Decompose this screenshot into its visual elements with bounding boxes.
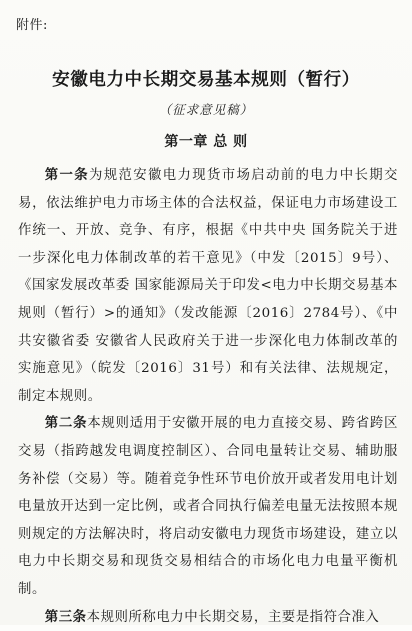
document-body bbox=[18, 162, 398, 631]
article-number: 第一条 bbox=[45, 168, 89, 183]
document-title: 安徽电力中长期交易基本规则（暂行） bbox=[0, 66, 412, 91]
chapter-heading: 第一章 总 则 bbox=[0, 131, 412, 151]
attachment-label: 附件: bbox=[16, 14, 48, 33]
article-text: 为规范安徽电力现货市场启动前的电力中长期交易，依法维护电力市场主体的合法权益，保证电力市场建设工作统一、开放、竞争、有序，根据《中共中央 国务院关于进一步深化电力体制改革的若干意见》（中发〔2015〕9号）、《国家发展改革委 国家能源局关于印发<电力中长期交易基本规则（暂行）>的通知》（发改能源〔2016〕2784号）、《中共安徽省委 安徽省人民政府关于进一步深化电力体制改革的实施意见》（皖发〔2016〕31号）和有关法律、法规规定，制定本规则。 bbox=[18, 168, 398, 404]
article-text: 本规则适用于安徽开展的电力直接交易、跨省跨区交易（指跨越发电调度控制区）、合同电量转让交易、辅助服务补偿（交易）等。随着竞争性环节电价放开或者发用电计划电量放开达到一定比例，或者合同执行偏差电量无法按照本规则规定的方法解决时，将启动安徽电力现货市场建设，建立以电力中长期交易和现货交易相结合的市场化电力电量平衡机制。 bbox=[18, 416, 398, 597]
article-2 bbox=[18, 410, 398, 603]
article-text: 本规则所称电力中长期交易，主要是指符合准入 bbox=[87, 610, 380, 625]
article-3 bbox=[18, 604, 398, 631]
article-number: 第二条 bbox=[45, 416, 87, 431]
article-1 bbox=[18, 162, 398, 410]
article-number: 第三条 bbox=[45, 610, 87, 625]
document-subtitle: （征求意见稿） bbox=[0, 100, 412, 118]
